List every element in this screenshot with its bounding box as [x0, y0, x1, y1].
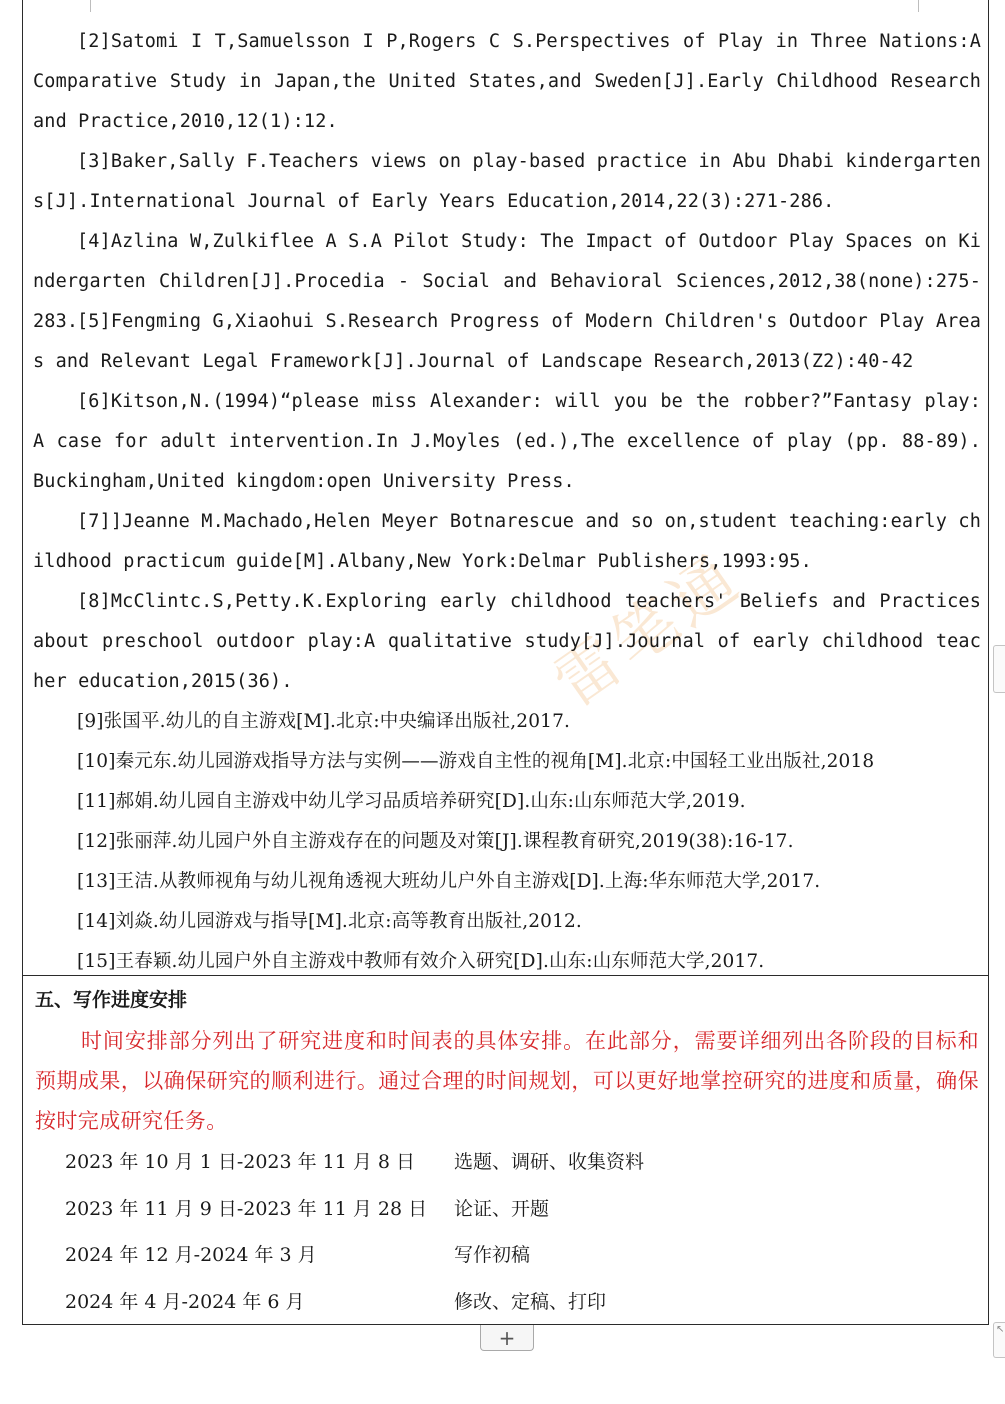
reference-item: [3]Baker,Sally F.Teachers views on play-based practice in Abu Dhabi kindergartens[J].International Journal of Early Years Education,2014,22(3):271-286. [33, 151, 981, 212]
resize-corner-handle[interactable] [993, 1322, 1005, 1358]
reference-item: [2]Satomi I T,Samuelsson I P,Rogers C S.Perspectives of Play in Three Nations:A Comparative Study in Japan,the United States,and Sweden[J].Early Childhood Research and Practice,2010,12(1):12. [33, 31, 981, 132]
schedule-date: 2024 年 4 月-2024 年 6 月 [65, 1291, 305, 1313]
schedule-task: 论证、开题 [454, 1198, 550, 1220]
schedule-task: 写作初稿 [454, 1244, 531, 1266]
reference-item: [5]Fengming G,Xiaohui S.Research Progress of Modern Children's Outdoor Play Areas and Relevant Legal Framework[J].Journal of Landscape Research,2013(Z2):40-42 [33, 311, 981, 372]
schedule-row [65, 1240, 965, 1270]
schedule-section-cell [23, 977, 988, 1325]
reference-item: [13]王洁.从教师视角与幼儿视角透视大班幼儿户外自主游戏[D].上海:华东师范大学,2017. [77, 871, 821, 892]
reference-item: [11]郝娟.幼儿园自主游戏中幼儿学习品质培养研究[D].山东:山东师范大学,2019. [77, 791, 746, 812]
section-title: 五、写作进度安排 [35, 989, 188, 1011]
reference-item: [14]刘焱.幼儿园游戏与指导[M].北京:高等教育出版社,2012. [77, 911, 582, 932]
reference-item: [10]秦元东.幼儿园游戏指导方法与实例——游戏自主性的视角[M].北京:中国轻工业出版社,2018 [77, 751, 875, 772]
add-row-button[interactable] [480, 1325, 534, 1351]
schedule-task: 选题、调研、收集资料 [454, 1151, 645, 1173]
document-table [22, 0, 989, 1325]
schedule-date: 2024 年 12 月-2024 年 3 月 [65, 1244, 317, 1266]
reference-item: [7]]Jeanne M.Machado,Helen Meyer Botnarescue and so on,student teaching:early childhood practicum guide[M].Albany,New York:Delmar Publishers,1993:95. [33, 511, 981, 572]
schedule-row [65, 1194, 965, 1224]
reference-item: [6]Kitson,N.(1994)“please miss Alexander: will you be the robber?”Fantasy play: A case for adult intervention.In J.Moyles (ed.),The excellence of play (pp. 88-89).Buckingham,United kingdom:open University Press. [33, 391, 981, 492]
reference-item: [9]张国平.幼儿的自主游戏[M].北京:中央编译出版社,2017. [77, 711, 571, 732]
schedule-task: 修改、定稿、打印 [454, 1291, 607, 1313]
resize-arrow-icon: ↖ [996, 1324, 1005, 1335]
reference-item: [8]McClintc.S,Petty.K.Exploring early childhood teachers' Beliefs and Practices about preschool outdoor play:A qualitative study[J].Journal of early childhood teacher education,2015(36). [33, 591, 981, 692]
schedule-row [65, 1147, 965, 1177]
reference-item: [4]Azlina W,Zulkiflee A S.A Pilot Study: The Impact of Outdoor Play Spaces on Kindergarten Children[J].Procedia - Social and Behavioral Sciences,2012,38(none):275-283. [33, 231, 981, 332]
schedule-date: 2023 年 11 月 9 日-2023 年 11 月 28 日 [65, 1198, 428, 1220]
references-cell [23, 0, 988, 976]
section-instruction-text: 时间安排部分列出了研究进度和时间表的具体安排。在此部分，需要详细列出各阶段的目标和预期成果，以确保研究的顺利进行。通过合理的时间规划，可以更好地掌控研究的进度和质量，确保按时完成研究任务。 [35, 1029, 979, 1133]
schedule-row [65, 1287, 965, 1317]
right-side-scroll-tab[interactable] [993, 645, 1005, 693]
reference-item: [12]张丽萍.幼儿园户外自主游戏存在的问题及对策[J].课程教育研究,2019(38):16-17. [77, 831, 794, 852]
schedule-date: 2023 年 10 月 1 日-2023 年 11 月 8 日 [65, 1151, 416, 1173]
plus-icon: + [498, 1325, 516, 1350]
watermark: 雷笔通 [541, 540, 756, 722]
reference-item: [15]王春颖.幼儿园户外自主游戏中教师有效介入研究[D].山东:山东师范大学,2017. [77, 951, 765, 972]
